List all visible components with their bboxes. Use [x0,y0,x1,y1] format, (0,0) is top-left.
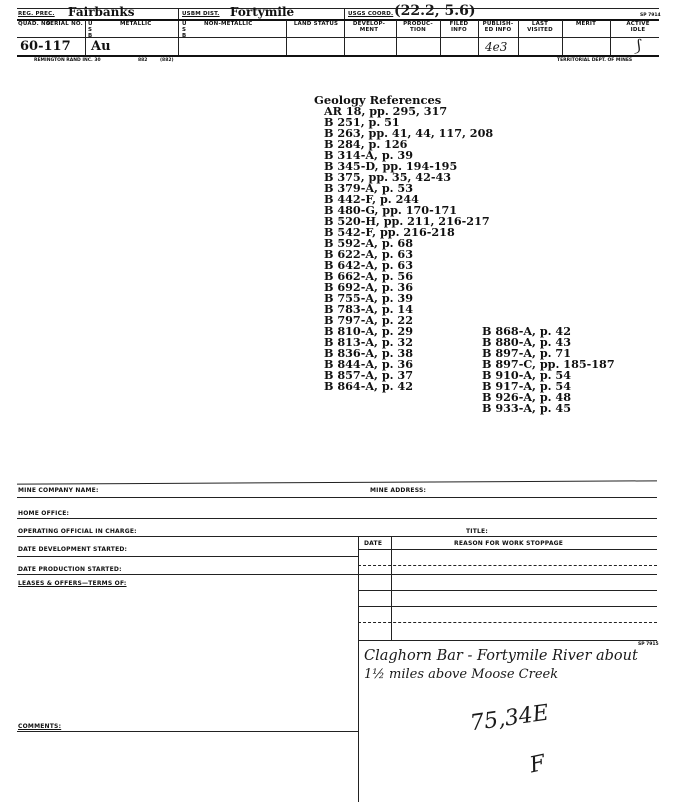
reference-entry: B 933-A, p. 45 [482,401,571,415]
active-idle-label: ACTIVE IDLE [626,21,650,33]
rule [358,565,657,566]
development-label: DEVELOP- MENT [352,21,386,33]
usbm-dist-value: Fortymile [230,5,295,19]
territorial-label: TERRITORIAL DEPT. OF MINES [557,58,633,63]
reference-entry: B 345-D, pp. 194-195 [324,159,458,173]
reference-entry: B 926-A, p. 48 [482,390,571,404]
reference-entry: B 897-A, p. 71 [482,346,571,360]
values-rule [17,55,659,57]
printer-code-1: 882 [138,58,148,63]
reference-entry: B 910-A, p. 54 [482,368,571,382]
active-mark: ⟆ [635,36,642,55]
rule [17,574,657,575]
reference-entry: B 520-H, pp. 211, 216-217 [324,214,490,228]
published-info-value: 4e3 [485,40,508,54]
reference-entry: B 692-A, p. 36 [324,280,413,294]
usbm-dist-label: USBM DIST. [182,11,220,17]
reference-entry: B 263, pp. 41, 44, 117, 208 [324,126,494,140]
reference-entry: AR 18, pp. 295, 317 [324,104,448,118]
rule [17,518,657,519]
reference-entry: B 542-F, pp. 216-218 [324,225,455,239]
comments-label: COMMENTS: [18,723,62,730]
quad-serial-value: 60-117 [20,39,71,54]
metallic-label: METALLIC [120,21,152,27]
lower-top-rule [17,480,657,484]
reference-entry: B 810-A, p. 29 [324,324,413,338]
handwritten-coordinate: 75,34E [468,700,551,737]
reference-entry: B 251, p. 51 [324,115,400,129]
reference-entry: B 897-C, pp. 185-187 [482,357,615,371]
form-number-top: SP 7914 [640,13,661,18]
nonmetallic-label: NON-METALLIC [204,21,253,27]
quad-no-label: QUAD. NO. [18,21,53,27]
rule [358,606,657,607]
date-development-label: DATE DEVELOPMENT STARTED: [18,546,128,553]
reference-entry: B 592-A, p. 68 [324,236,413,250]
reg-prec-label: REG. PREC. [18,11,55,17]
handwritten-mark: F [527,750,548,779]
usgs-coord-label: USGS COORD. [348,11,394,17]
last-visited-label: LAST VISITED [527,21,553,33]
rule [17,536,657,537]
rule [358,640,657,641]
reference-entry: B 375, pp. 35, 42-43 [324,170,452,184]
reference-entry: B 783-A, p. 14 [324,302,413,316]
reference-entry: B 836-A, p. 38 [324,346,413,360]
printer-code-2: (882) [160,58,174,63]
operating-official-label: OPERATING OFFICIAL IN CHARGE: [18,528,137,535]
reference-entry: B 813-A, p. 32 [324,335,413,349]
rule [17,556,358,557]
references-column-a [324,106,493,392]
date-production-label: DATE PRODUCTION STARTED: [18,566,122,573]
mine-company-name-label: MINE COMPANY NAME: [18,487,99,494]
rule [358,549,657,550]
reference-entry: B 480-G, pp. 170-171 [324,203,458,217]
printer-note: REMINGTON RAND INC. 30 [34,58,101,63]
rule [358,590,657,591]
reference-entry: B 442-F, p. 244 [324,192,419,206]
reference-entry: B 622-A, p. 63 [324,247,413,261]
merit-label: MERIT [575,21,597,27]
reg-prec-value: Fairbanks [68,5,135,19]
date-column-label: DATE [364,540,383,547]
date-column-border [391,536,392,640]
col-divider [178,8,179,55]
reference-entry: B 797-A, p. 22 [324,313,413,327]
serial-no-label: SERIAL NO. [46,21,83,27]
reference-entry: B 917-A, p. 54 [482,379,571,393]
production-label: PRODUC- TION [403,21,433,33]
references-title: Geology References [314,93,442,107]
rule [17,497,657,498]
references-column-b [482,326,615,414]
reference-entry: B 379-A, p. 53 [324,181,413,195]
reference-entry: B 314-A, p. 39 [324,148,413,162]
location-note-line2: 1½ miles above Moose Creek [364,667,559,682]
reference-entry: B 857-A, p. 37 [324,368,413,382]
col-divider [344,8,345,55]
home-office-label: HOME OFFICE: [18,510,70,517]
mine-address-label: MINE ADDRESS: [370,487,427,494]
metallic-value: Au [91,39,111,54]
rule [358,622,657,623]
leases-label: LEASES & OFFERS—TERMS OF: [18,580,127,587]
reference-entry: B 844-A, p. 36 [324,357,413,371]
filed-info-label: FILED INFO [449,21,469,33]
table-left-border [358,536,359,802]
usb-nonmetallic-label: U S B [182,21,187,39]
usb-metallic-label: U S B [88,21,93,39]
reference-entry: B 755-A, p. 39 [324,291,413,305]
reference-entry: B 642-A, p. 63 [324,258,413,272]
land-status-label: LAND STATUS [293,21,339,27]
rule [17,731,358,732]
column-header-rule [17,37,659,38]
reference-entry: B 284, p. 126 [324,137,408,151]
reference-entry: B 662-A, p. 56 [324,269,413,283]
form-number-bottom: SP 7915 [638,642,659,647]
published-info-label: PUBLISH- ED INFO [482,21,514,33]
reference-entry: B 880-A, p. 43 [482,335,571,349]
usgs-coord-value: (22.2, 5.6) [394,3,476,19]
reference-entry: B 868-A, p. 42 [482,324,571,338]
reference-entry: B 864-A, p. 42 [324,379,413,393]
title-label: TITLE: [466,528,488,535]
reason-column-label: REASON FOR WORK STOPPAGE [454,540,564,547]
location-note-line1: Claghorn Bar - Fortymile River about [364,648,638,664]
